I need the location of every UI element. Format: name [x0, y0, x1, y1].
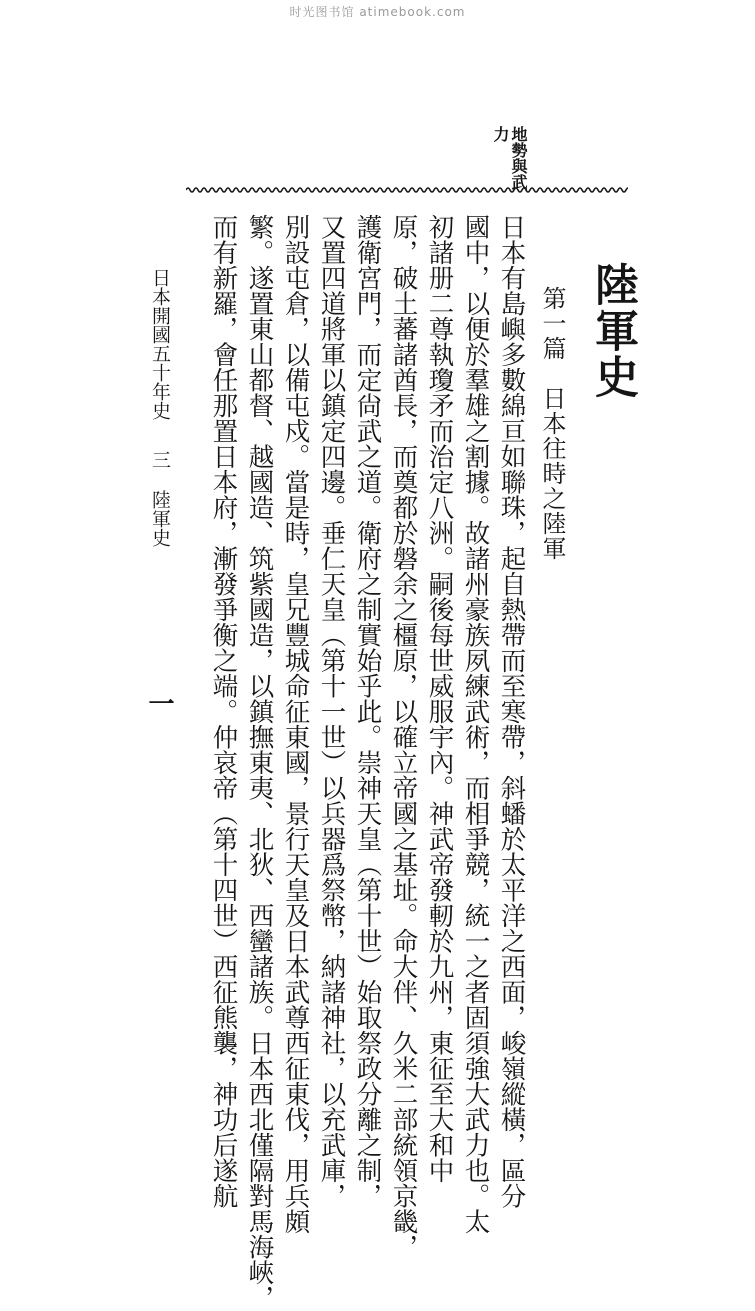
body-column-4: 原，破土蕃諸酋長，而奠都於磐余之橿原，以確立帝國之基址。命大伴、久米二部統領京畿，	[388, 214, 419, 1260]
body-column-2: 國中，以便於羣雄之割據。故諸州豪族夙練武術，而相爭競，統一之者固須強大武力也。太	[460, 214, 491, 1234]
body-column-7: 別設屯倉，以備屯戍。當是時，皇兄豐城命征東國，景行天皇及日本武尊西征東伐，用兵頗	[280, 214, 311, 1234]
chapter-title: 陸軍史	[587, 262, 638, 400]
body-column-6: 又置四道將軍以鎮定四邊。垂仁天皇（第十一世）以兵器爲祭幣，納諸神社，以充武庫，	[316, 214, 347, 1209]
section-heading: 第一篇 日本往時之陸軍	[538, 286, 566, 561]
running-part-title: 陸軍史	[149, 490, 171, 547]
watermark: 时光图书馆 atimebook.com	[289, 5, 466, 19]
body-column-1: 日本有島嶼多數綿亘如聯珠，起自熱帶而至寒帶，斜蟠於太平洋之西面，峻嶺縱橫，區分	[496, 214, 527, 1209]
sidenote-line-1: 地勢與武	[509, 126, 528, 190]
sidenote-line-2: 力	[491, 126, 510, 142]
body-column-9: 而有新羅，會任那置日本府，漸發爭衡之端。仲哀帝（第十四世）西征熊襲，神功后遂航	[208, 214, 239, 1209]
page-number: 一	[144, 690, 174, 716]
wavy-divider	[186, 185, 628, 195]
body-column-8: 繁。遂置東山都督、越國造、筑紫國造，以鎮撫東夷、北狄、西蠻諸族。日本西北僅隔對馬海峽，	[244, 214, 275, 1311]
running-book-title: 日本開國五十年史	[149, 268, 171, 420]
body-column-5: 護衛宮門，而定尙武之道。衛府之制實始乎此。崇神天皇（第十世）始取祭政分離之制，	[352, 214, 383, 1209]
running-volume: 三	[149, 450, 171, 469]
body-column-3: 初諸册二尊執瓊矛而治定八洲。嗣後每世威服宇內。神武帝發軔於九州，東征至大和中	[424, 214, 455, 1183]
